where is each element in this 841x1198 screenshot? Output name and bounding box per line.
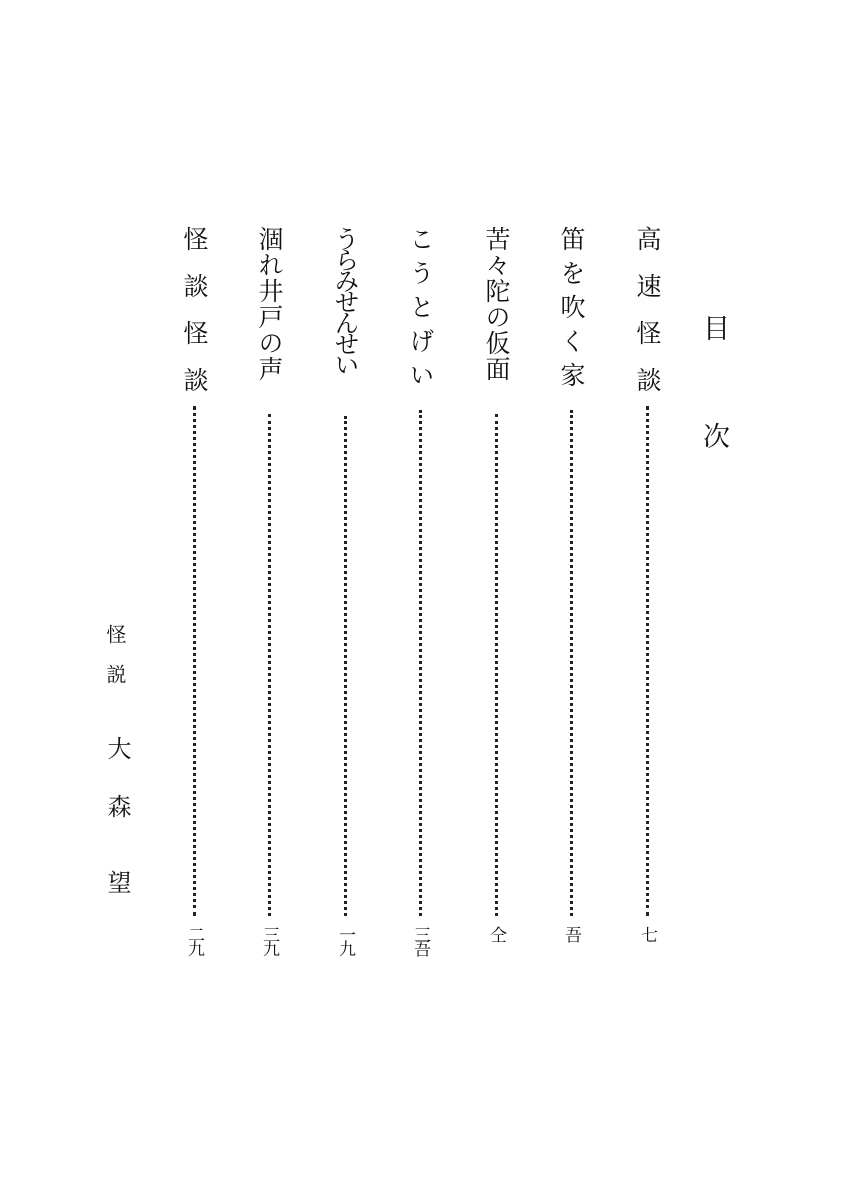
toc-entry-title: 笛を吹く家 — [557, 226, 586, 396]
toc-entry[interactable] — [632, 226, 662, 968]
toc-entry-page: 仝 — [486, 926, 506, 940]
toc-entry-title: 怪談怪談 — [180, 226, 209, 414]
toc-entry-page: 三吾 — [410, 926, 430, 954]
toc-entry-title: こうとげい — [406, 226, 435, 396]
toc-leader — [268, 414, 271, 916]
author-family-name: 大森 — [103, 736, 131, 852]
toc-entry-page: 二九 — [184, 926, 204, 954]
toc-entry[interactable] — [254, 226, 284, 968]
toc-entry[interactable] — [556, 226, 586, 968]
toc-entry-page: 三九 — [259, 926, 279, 954]
toc-entry-title: 苦々陀の仮面 — [482, 226, 511, 382]
toc-heading-char-2: 次 — [703, 422, 730, 453]
toc-entry[interactable] — [481, 226, 511, 968]
toc-entry-page: 七 — [637, 926, 657, 940]
toc-entry-title: 涸れ井戸の声 — [255, 226, 284, 382]
toc-heading — [703, 314, 730, 456]
author-given-name: 望 — [103, 870, 131, 894]
byline-label: 怪説 — [103, 624, 127, 704]
toc-entry[interactable] — [330, 226, 360, 968]
toc-entry[interactable] — [405, 226, 435, 968]
toc-leader — [570, 410, 573, 916]
toc-leader — [344, 416, 347, 916]
toc-entry-title: うらみせんせい — [331, 226, 360, 373]
toc-entry-title: 高速怪談 — [633, 226, 662, 414]
toc-leader — [646, 406, 649, 916]
toc-entry[interactable] — [179, 226, 209, 968]
toc-leader — [495, 414, 498, 916]
toc-entry-page: 吾 — [561, 926, 581, 940]
byline — [103, 624, 137, 894]
toc-heading-char-1: 目 — [703, 314, 730, 345]
toc-entry-page: 一九 — [335, 926, 355, 954]
toc-leader — [419, 410, 422, 916]
toc-leader — [193, 406, 196, 916]
